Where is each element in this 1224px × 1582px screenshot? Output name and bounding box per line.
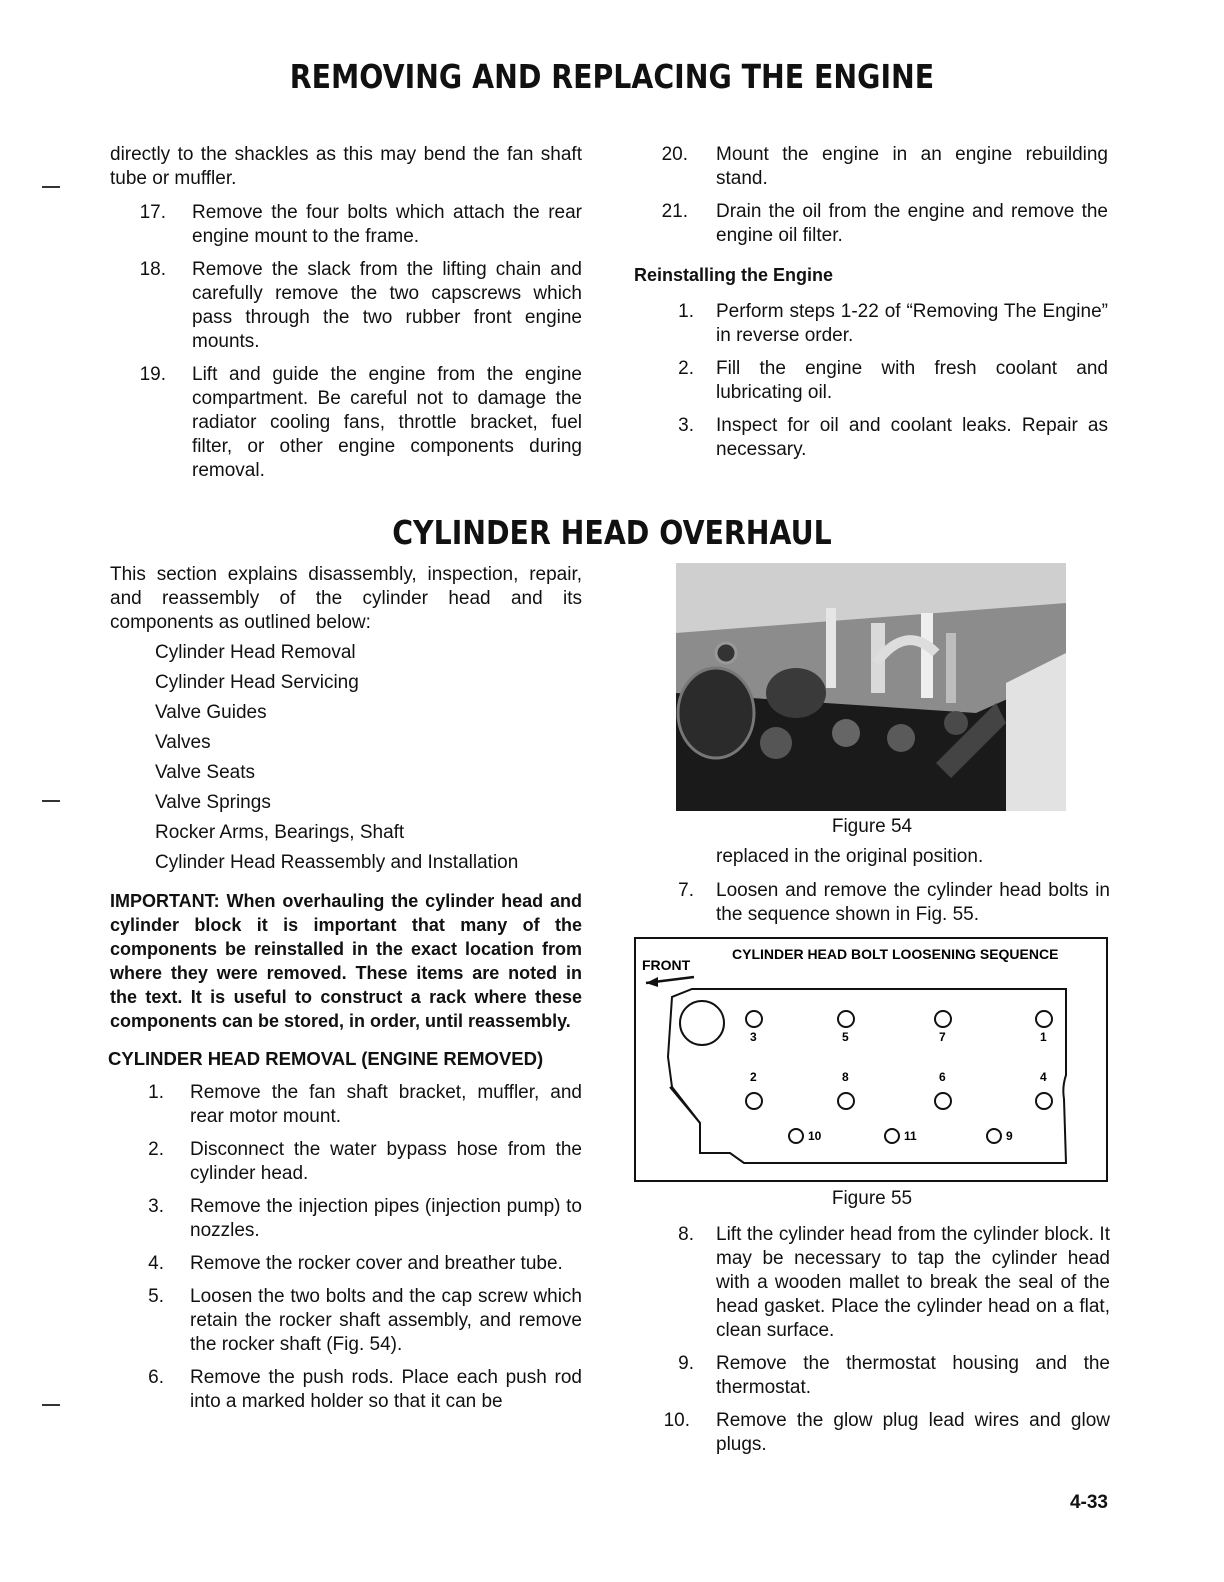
step-text: Remove the four bolts which attach the rear engine mount to the frame. xyxy=(192,202,582,247)
bolt-5-icon xyxy=(838,1011,854,1027)
reinstall-step-1 xyxy=(634,300,1108,348)
bolt-4-icon xyxy=(1036,1093,1052,1109)
section2-right-column xyxy=(634,563,1110,1466)
cylinder-bore-icon xyxy=(680,1001,724,1045)
diagram-title: CYLINDER HEAD BOLT LOOSENING SEQUENCE xyxy=(732,946,1059,962)
step-text: Remove the slack from the lifting chain and carefully remove the two capscrews which pass through the two rubber front engine mounts. xyxy=(192,259,582,352)
bolt-label: 11 xyxy=(904,1129,917,1143)
bolt-6-icon xyxy=(935,1093,951,1109)
step-number: 20. xyxy=(661,144,688,165)
bolt-label: 4 xyxy=(1040,1070,1047,1084)
bolt-sequence-diagram xyxy=(634,937,1108,1183)
bolt-1-icon xyxy=(1036,1011,1052,1027)
step-number: 1. xyxy=(148,1082,164,1103)
step-number: 2. xyxy=(148,1139,164,1160)
removal-heading: CYLINDER HEAD REMOVAL (ENGINE REMOVED) xyxy=(108,1048,544,1069)
removal-step-8 xyxy=(634,1223,1110,1343)
step-text: Loosen the two bolts and the cap screw which retain the rocker shaft assembly, and remove the rocker shaft (Fig. 54). xyxy=(190,1286,582,1355)
step-number: 4. xyxy=(148,1253,164,1274)
step-number: 10. xyxy=(663,1410,690,1431)
outline-item: Cylinder Head Servicing xyxy=(155,672,359,693)
bolt-label: 5 xyxy=(842,1030,849,1044)
outline-list xyxy=(155,641,582,881)
bolt-11-icon xyxy=(885,1129,899,1143)
reinstall-step-3 xyxy=(634,414,1108,462)
bolt-9-icon xyxy=(987,1129,1001,1143)
outline-item: Valve Springs xyxy=(155,792,271,813)
outline-item: Cylinder Head Removal xyxy=(155,642,356,663)
bolt-2-icon xyxy=(746,1093,762,1109)
continued-text-right: replaced in the original position. xyxy=(716,846,984,867)
step-text: Lift the cylinder head from the cylinder block. It may be necessary to tap the cylinder head with a wooden mallet to break the seal of the head gasket. Place the cylinder head on a flat, clean surface. xyxy=(716,1224,1110,1341)
removal-step-1 xyxy=(110,1081,582,1129)
removal-step-4 xyxy=(110,1252,582,1276)
binding-mark xyxy=(42,186,60,188)
outline-item: Rocker Arms, Bearings, Shaft xyxy=(155,822,405,843)
step-text: Fill the engine with fresh coolant and lubricating oil. xyxy=(716,358,1108,403)
outline-item: Cylinder Head Reassembly and Installation xyxy=(155,852,519,873)
reinstall-heading: Reinstalling the Engine xyxy=(634,265,834,285)
step-text: Inspect for oil and coolant leaks. Repair as necessary. xyxy=(716,415,1108,460)
step-number: 21. xyxy=(661,201,688,222)
bolt-8-icon xyxy=(838,1093,854,1109)
bolt-label: 7 xyxy=(939,1030,946,1044)
outline-item: Valves xyxy=(155,732,211,753)
engine-photo-illustration xyxy=(676,563,1066,811)
continued-text: directly to the shackles as this may bend the fan shaft tube or muffler. xyxy=(110,144,582,189)
step-text: Remove the push rods. Place each push rod into a marked holder so that it can be xyxy=(190,1367,582,1412)
step-text: Lift and guide the engine from the engine compartment. Be careful not to damage the radiator cooling fans, throttle bracket, fuel filter, or other engine components during removal. xyxy=(192,364,582,481)
figure-54-caption: Figure 54 xyxy=(831,816,913,837)
removal-step-3 xyxy=(110,1195,582,1243)
step-text: Disconnect the water bypass hose from the cylinder head. xyxy=(190,1139,582,1184)
section1-left-column xyxy=(110,143,582,492)
bolt-7-icon xyxy=(935,1011,951,1027)
figure-54-photo xyxy=(676,563,1066,811)
front-label: FRONT xyxy=(642,957,691,973)
bolt-label: 6 xyxy=(939,1070,946,1084)
intro-paragraph: This section explains disassembly, inspection, repair, and reassembly of the cylinder head and its components as outlined below: xyxy=(110,564,582,633)
removal-step-5 xyxy=(110,1285,582,1357)
bolt-label: 8 xyxy=(842,1070,849,1084)
step-number: 7. xyxy=(678,880,694,901)
bolt-label: 2 xyxy=(750,1070,757,1084)
step-number: 19. xyxy=(139,364,166,385)
removal-step-9 xyxy=(634,1352,1110,1400)
step-number: 5. xyxy=(148,1286,164,1307)
important-note: IMPORTANT: When overhauling the cylinder head and cylinder block it is important that many of the components be reinstalled in the exact location from where they were removed. These items are noted in the text. It is useful to construct a rack where these components can be stored, in order, until reassembly. xyxy=(110,891,582,1031)
step-20 xyxy=(634,143,1108,191)
bolt-label: 9 xyxy=(1006,1129,1013,1143)
figure-55-diagram xyxy=(634,937,1108,1183)
step-number: 3. xyxy=(148,1196,164,1217)
step-number: 3. xyxy=(678,415,694,436)
outline-item: Valve Seats xyxy=(155,762,255,783)
step-number: 2. xyxy=(678,358,694,379)
bolt-10-icon xyxy=(789,1129,803,1143)
bolt-label: 3 xyxy=(750,1030,757,1044)
removal-step-10 xyxy=(634,1409,1110,1457)
removal-step-6 xyxy=(110,1366,582,1414)
step-number: 18. xyxy=(139,259,166,280)
step-number: 8. xyxy=(678,1224,694,1245)
step-text: Remove the thermostat housing and the thermostat. xyxy=(716,1353,1110,1398)
step-number: 1. xyxy=(678,301,694,322)
removal-step-7 xyxy=(634,879,1110,927)
step-text: Remove the fan shaft bracket, muffler, and rear motor mount. xyxy=(190,1082,582,1127)
step-text: Mount the engine in an engine rebuilding stand. xyxy=(716,144,1108,189)
reinstall-step-2 xyxy=(634,357,1108,405)
step-text: Remove the rocker cover and breather tube. xyxy=(190,1253,563,1274)
step-number: 9. xyxy=(678,1353,694,1374)
step-text: Loosen and remove the cylinder head bolts in the sequence shown in Fig. 55. xyxy=(716,880,1110,925)
step-19 xyxy=(110,363,582,483)
step-17 xyxy=(110,201,582,249)
step-number: 17. xyxy=(139,202,166,223)
step-21 xyxy=(634,200,1108,248)
page-number: 4-33 xyxy=(1069,1492,1108,1513)
outline-item: Valve Guides xyxy=(155,702,267,723)
step-text: Remove the glow plug lead wires and glow plugs. xyxy=(716,1410,1110,1455)
binding-mark xyxy=(42,1404,60,1406)
step-text: Drain the oil from the engine and remove the engine oil filter. xyxy=(716,201,1108,246)
binding-mark xyxy=(42,800,60,802)
removal-step-2 xyxy=(110,1138,582,1186)
section-title-removing-engine: REMOVING AND REPLACING THE ENGINE xyxy=(289,57,935,96)
section1-right-column xyxy=(634,143,1108,471)
section2-left-column xyxy=(110,563,582,1423)
step-number: 6. xyxy=(148,1367,164,1388)
step-18 xyxy=(110,258,582,354)
bolt-3-icon xyxy=(746,1011,762,1027)
bolt-label: 1 xyxy=(1040,1030,1047,1044)
step-text: Remove the injection pipes (injection pump) to nozzles. xyxy=(190,1196,582,1241)
section-title-cylinder-head-overhaul: CYLINDER HEAD OVERHAUL xyxy=(392,513,832,552)
step-text: Perform steps 1-22 of “Removing The Engine” in reverse order. xyxy=(716,301,1108,346)
figure-55-caption: Figure 55 xyxy=(831,1188,913,1209)
bolt-label: 10 xyxy=(808,1129,822,1143)
